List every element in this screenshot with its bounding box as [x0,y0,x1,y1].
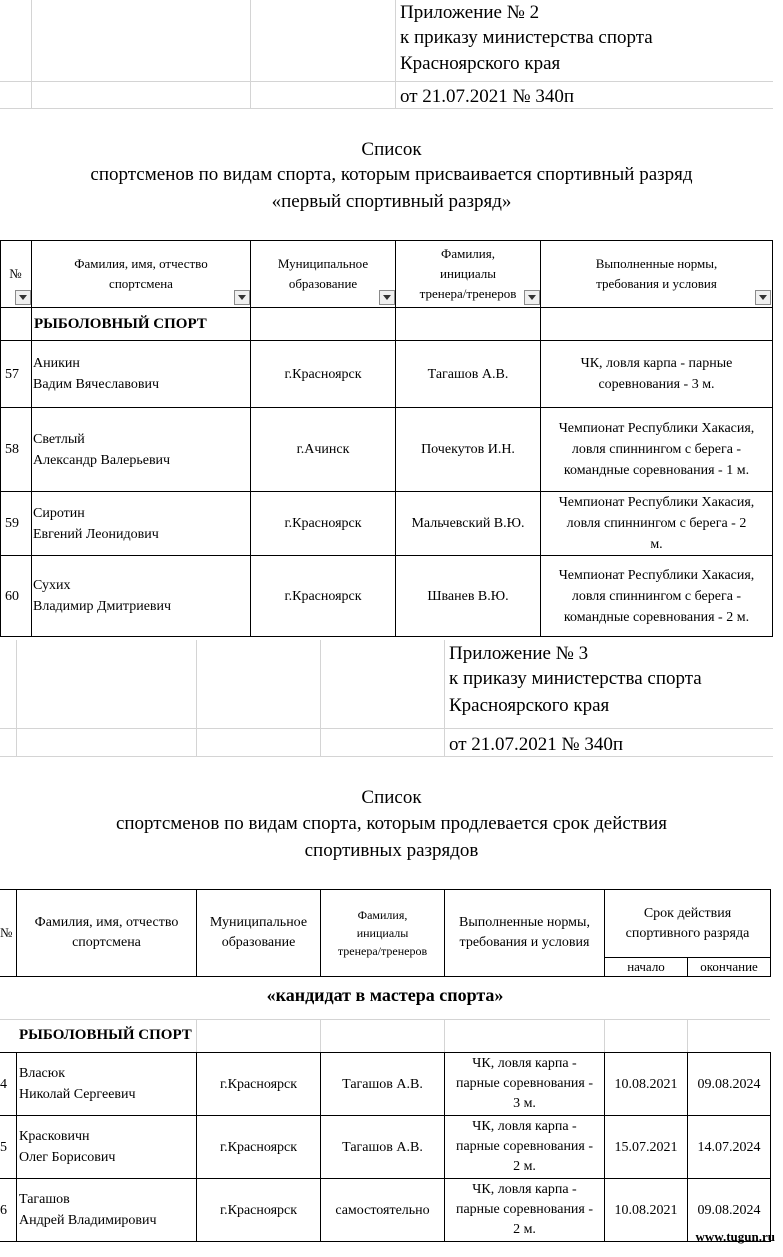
row-norms: Чемпионат Республики Хакасия, ловля спиннингом с берега - командные соревнования - 2 м. [558,567,755,625]
appendix3-line-3: Красноярского края [449,695,610,716]
row-norms: ЧК, ловля карпа - парные соревнования - 3 м. [580,356,733,392]
row-coach: самостоятельно [335,1202,430,1218]
row-start-date: 10.08.2021 [614,1076,678,1092]
row-num: 4 [0,1076,7,1092]
appendix3-title-1: Список [361,787,422,808]
header-municipality: Муниципальное образование [209,915,308,950]
row-coach: Тагашов А.В. [342,1139,423,1155]
row-name: Тагашов Андрей Владимирович [19,1192,157,1228]
appendix3-line-1: Приложение № 3 [449,643,589,664]
row-municipality: г.Красноярск [284,516,362,531]
header-municipality: Муниципальное образование [277,256,369,291]
row-municipality: г.Красноярск [284,366,362,382]
row-coach: Шванев В.Ю. [427,588,509,604]
row-num: 59 [5,516,19,531]
appendix2-line-1: Приложение № 2 [400,2,540,23]
appendix2-line-3: Красноярского края [400,53,561,74]
header-norms: Выполненные нормы, требования и условия [595,256,718,291]
appendix3-line-2: к приказу министерства спорта [449,668,702,689]
filter-dropdown-name[interactable] [234,290,250,305]
row-coach: Тагашов А.В. [427,366,509,382]
row-num: 5 [0,1139,7,1155]
row-coach: Почекутов И.Н. [421,442,515,457]
header-name: Фамилия, имя, отчество спортсмена [74,256,208,291]
appendix2-title-1: Список [361,139,422,160]
row-name: Аникин Вадим Вячеславович [33,356,159,392]
header-coach: Фамилия, инициалы тренера/тренеров [419,246,517,301]
row-num: 57 [5,366,19,382]
appendix3-date: от 21.07.2021 № 340п [449,734,624,755]
row-municipality: г.Красноярск [219,1202,298,1218]
appendix3-title-3: спортивных разрядов [304,840,479,861]
filter-dropdown-coach[interactable] [524,290,540,305]
appendix2-title-2: спортсменов по видам спорта, которым присваивается спортивный разряд [90,164,693,185]
row-name: Власюк Николай Сергеевич [19,1066,136,1102]
sport-heading: РЫБОЛОВНЫЙ СПОРТ [19,1027,192,1043]
row-end-date: 14.07.2024 [697,1139,761,1155]
header-num: № [9,266,22,281]
row-start-date: 15.07.2021 [614,1139,678,1155]
row-start-date: 10.08.2021 [614,1202,678,1218]
row-name: Красковичн Олег Борисович [19,1129,116,1165]
row-coach: Мальчевский В.Ю. [411,516,525,531]
watermark: www.tugun.ru [695,1229,775,1244]
row-norms: Чемпионат Республики Хакасия, ловля спиннингом с берега - командные соревнования - 1 м. [558,421,755,478]
row-norms: ЧК, ловля карпа - парные соревнования - 2 м. [455,1182,594,1237]
header-term: Срок действия спортивного разряда [625,905,750,941]
row-municipality: г.Красноярск [284,588,362,604]
sport-heading: РЫБОЛОВНЫЙ СПОРТ [34,316,207,332]
row-norms: ЧК, ловля карпа - парные соревнования - 2 м. [455,1119,594,1174]
header-start: начало [627,959,665,974]
row-coach: Тагашов А.В. [342,1076,423,1092]
appendix2-date: от 21.07.2021 № 340п [400,86,575,107]
filter-dropdown-municipality[interactable] [379,290,395,305]
row-norms: Чемпионат Республики Хакасия, ловля спиннингом с берега - 2 м. [558,495,755,552]
appendix3-title-2: спортсменов по видам спорта, которым продлевается срок действия [115,813,668,834]
filter-dropdown-norms[interactable] [755,290,771,305]
row-name: Светлый Александр Валерьевич [33,431,171,468]
appendix2-title-3: «первый спортивный разряд» [271,191,512,212]
header-norms: Выполненные нормы, требования и условия [459,915,590,950]
rank-heading: «кандидат в мастера спорта» [266,985,504,1005]
row-norms: ЧК, ловля карпа - парные соревнования - 3 м. [455,1056,594,1111]
header-end: окончание [700,959,758,974]
row-municipality: г.Ачинск [296,442,350,457]
row-name: Сиротин Евгений Леонидович [33,505,159,542]
filter-dropdown-num[interactable] [15,290,31,305]
header-name: Фамилия, имя, отчество спортсмена [34,915,179,950]
row-municipality: г.Красноярск [219,1076,298,1092]
appendix2-line-2: к приказу министерства спорта [400,27,653,48]
header-coach: Фамилия, инициалы тренера/тренеров [337,908,428,958]
header-num: № [0,925,13,940]
row-municipality: г.Красноярск [219,1139,298,1155]
row-end-date: 09.08.2024 [697,1202,761,1218]
row-num: 58 [5,442,19,457]
row-end-date: 09.08.2024 [697,1076,761,1092]
row-num: 6 [0,1202,7,1218]
row-num: 60 [5,588,19,604]
row-name: Сухих Владимир Дмитриевич [33,578,172,614]
